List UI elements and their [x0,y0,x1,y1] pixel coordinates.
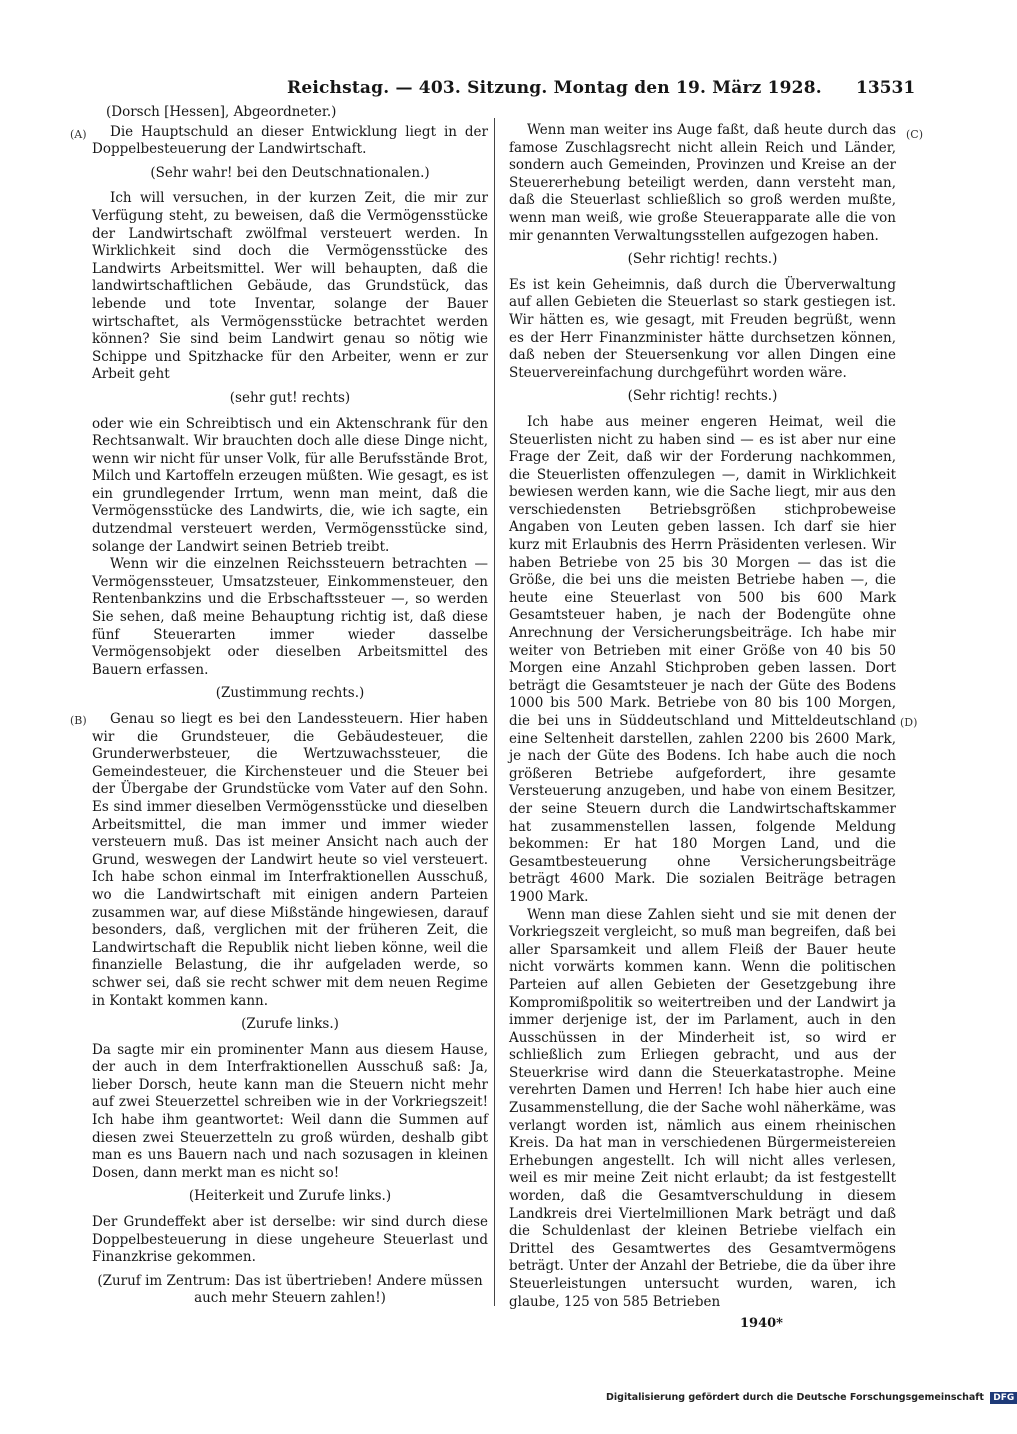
dfg-logo: DFG [990,1392,1017,1404]
paragraph: Da sagte mir ein prominenter Mann aus diesem Hause, der auch in dem Interfraktionellen Ausschuß saß: Ja, lieber Dorsch, heute kann man die Steuern nicht mehr auf zwei Steuerzettel schreiben wie in der Vorkriegszeit! Ich habe ihm geantwortet: Weil dann die Summen auf diesen zwei Steuerzetteln zu groß würden, deshalb gibt man es uns Bauern nach und nach sozusagen in kleinen Dosen, dann merkt man es nicht so! [92,1041,488,1181]
column-divider [494,118,495,1306]
interjection: (Sehr richtig! rechts.) [627,388,778,405]
print-code: 1940* [740,1316,783,1331]
margin-mark-d: (D) [900,716,918,729]
margin-mark-a: (A) [70,128,87,141]
paragraph: Wenn man diese Zahlen sieht und sie mit denen der Vorkriegszeit vergleicht, so muß man begreifen, daß bei aller Sparsamkeit und allem Fleiß der Bauer heute nicht vorwärts kommen kann. Wenn die politischen Parteien auf allen Gebieten der Gesetzgebung ihre Kompromißpolitik so weitertreiben und der Landwirt ja immer derjenige ist, der im Parlament, auch in den Ausschüssen in der Minderheit ist, so wird er schließlich zum Erliegen gebracht, und aus der Steuerkrise wird dann die Steuerkatastrophe. Meine verehrten Damen und Herren! Ich habe hier auch eine Zusammenstellung, die der Sache wohl näherkäme, was verlangt worden ist, nämlich aus einem rheinischen Kreis. Da hat man in verschiedenen Bürgermeistereien Erhebungen angestellt. Ich will nicht alles verlesen, weil es mir meine Zeit nicht erlaubt; da ist festgestellt worden, daß die Gesamtverschuldung in diesem Landkreis drei Viertelmillionen Mark beträgt und daß die Schuldenlast der kleinen Betriebe vielfach ein Drittel des Gesamtwertes des Gesamtvermögens beträgt. Unter der Anzahl der Betriebe, die da über ihre Steuerleistungen untersucht wurden, waren, ich glaube, 125 von 585 Betrieben [509,906,896,1310]
paragraph: Der Grundeffekt aber ist derselbe: wir sind durch diese Doppelbesteuerung in diese ungeheure Steuerlast und Finanzkrise gekommen. [92,1214,488,1266]
paragraph: oder wie ein Schreibtisch und ein Aktenschrank für den Rechtsanwalt. Wir brauchten doch alle diese Dinge nicht, wenn wir nicht für unser Volk, für alle Berufsstände Brot, Milch und Kartoffeln erzeugen müßten. Wie gesagt, es ist ein grundlegender Irrtum, wenn man meint, daß die Vermögensstücke des Landwirts, die, wie ich sagte, ein dutzendmal versteuert werden, Vermögensstücke sind, solange der Landwirt seinen Betrieb treibt. [92,415,488,555]
interjection: (Sehr richtig! rechts.) [627,251,778,268]
paragraph: Ich habe aus meiner engeren Heimat, weil die Steuerlisten nicht zu haben sind — es ist aber nur eine Frage der Zeit, daß wir der Forderung nachkommen, die Steuerlisten offenzulegen —, damit in Wirklichkeit bewiesen werden kann, wie die Sache liegt, mir aus den verschiedensten Betriebsgrößen stichprobeweise Angaben von Leuten geben lassen. Ich darf sie hier kurz mit Erlaubnis des Herrn Präsidenten verlesen. Wir haben Betriebe von 25 bis 30 Morgen — das ist die Größe, die bei uns die meisten Betriebe haben —, die heute eine Steuerlast von 500 bis 600 Mark Gesamtsteuer haben, je nach der Bodengüte ohne Anrechnung der Versicherungsbeiträge. Ich habe mir weiter von Betrieben mit einer Größe von 40 bis 50 Morgen eine Anzahl Stichproben geben lassen. Dort beträgt die Gesamtsteuer je nach der Güte des Bodens 1000 bis 500 Mark. Betriebe von 80 bis 100 Morgen, die bei uns in Süddeutschland und Mitteldeutschland eine Seltenheit darstellen, zahlen 2200 bis 2600 Mark, je nach der Güte des Bodens. Ich habe auch die noch größeren Betriebe aufgefordert, ihre gesamte Versteuerung anzugeben, und habe von einem Besitzer, der seine Steuern durch die Landwirtschaftskammer hat zusammenstellen lassen, folgende Meldung bekommen: Er hat 180 Morgen Land, und die Gesamtbesteuerung ohne Versicherungsbeiträge beträgt 4600 Mark. Die sozialen Beiträge betragen 1900 Mark. [509,413,896,905]
interjection: (Zurufe links.) [241,1016,339,1033]
margin-mark-b: (B) [70,714,87,727]
interjection: (Zuruf im Zentrum: Das ist übertrieben! Andere müssen auch mehr Steuern zahlen!) [97,1272,483,1307]
paragraph: Es ist kein Geheimnis, daß durch die Überverwaltung auf allen Gebieten die Steuerlast so stark gestiegen ist. Wir hätten es, wie gesagt, mit Freuden begrüßt, wenn es der Herr Finanzminister hätte durchsetzen können, daß neben der Steuersenkung vor allen Dingen eine Steuervereinfachung durchgeführt worden wäre. [509,276,896,381]
left-column [92,104,488,1316]
interjection: (Zustimmung rechts.) [215,685,365,702]
paragraph: Wenn man weiter ins Auge faßt, daß heute durch das famose Zuschlagsrecht nicht allein Reich und Länder, sondern auch Gemeinden, Provinzen und Kreise an der Steuererhebung beteiligt werden, dann versteht man, daß die Steuerlast schließlich so groß werden mußte, wenn man weiß, wie große Steuerapparate alle die von mir genannten Verwaltungsstellen aufgezogen haben. [509,122,896,244]
interjection: (sehr gut! rechts) [229,389,351,406]
speaker-line: (Dorsch [Hessen], Abgeordneter.) [106,104,337,120]
paragraph: Wenn wir die einzelnen Reichssteuern betrachten — Vermögenssteuer, Umsatzsteuer, Einkommensteuer, den Rentenbankzins und die Erbschaftssteuer —, so werden Sie sehen, daß meine Behauptung richtig ist, daß diese fünf Steuerarten immer wieder dasselbe Vermögensobjekt oder dieselben Arbeitsmittel des Bauern erfassen. [92,556,488,678]
credit-text: Digitalisierung gefördert durch die Deutsche Forschungsgemeinschaft [606,1392,984,1403]
margin-mark-c: (C) [906,128,923,141]
paragraph: Genau so liegt es bei den Landessteuern. Hier haben wir die Grundsteuer, die Gebäudesteuer, die Grunderwerbsteuer, die Wertzuwachssteuer, die Gemeindesteuer, die Kirchensteuer und die Steuer bei der Übergabe der Grundstücke vom Vater auf den Sohn. Es sind immer dieselben Vermögensstücke und dieselben Arbeitsmittel, die man immer und immer wieder versteuern muß. Das ist meiner Ansicht nach auch der Grund, weswegen der Landwirt heute so viel versteuert. Ich habe schon einmal im Interfraktionellen Ausschuß, wo die Landwirtschaft mit einigen andern Parteien zusammen war, auf diese Mißstände hingewiesen, darauf besonders, daß, verglichen mit der früheren Zeit, die Landwirtschaft die Republik nicht lieben könne, weil die finanzielle Belastung, die ihr aufgeladen werde, so schwer sei, daß sie recht schwer mit dem neuen Regime in Kontakt kommen kann. [92,711,488,1009]
page-number: 13531 [856,78,916,98]
interjection: (Heiterkeit und Zurufe links.) [188,1188,392,1205]
paragraph: Ich will versuchen, in der kurzen Zeit, die mir zur Verfügung steht, zu beweisen, daß die Vermögensstücke der Landwirtschaft zwölfmal versteuert werden. In Wirklichkeit sind doch die Vermögensstücke des Landwirts Arbeitsmittel. Wer will behaupten, daß die landwirtschaftlichen Gebäude, das Grundstück, das lebende und tote Inventar, solange der Bauer wirtschaftet, als Vermögensstücke betrachtet werden können? Sie sind beim Landwirt genau so nötig wie Schippe und Spitzhacke für den Arbeiter, wenn er zur Arbeit geht [92,190,488,383]
digitization-credit [606,1392,1017,1404]
running-title: Reichstag. — 403. Sitzung. Montag den 19. März 1928. [287,78,822,98]
right-column [509,122,896,1311]
interjection: (Sehr wahr! bei den Deutschnationalen.) [150,164,430,181]
paragraph: Die Hauptschuld an dieser Entwicklung liegt in der Doppelbesteuerung der Landwirtschaft. [92,123,488,158]
page-header [0,78,1000,104]
